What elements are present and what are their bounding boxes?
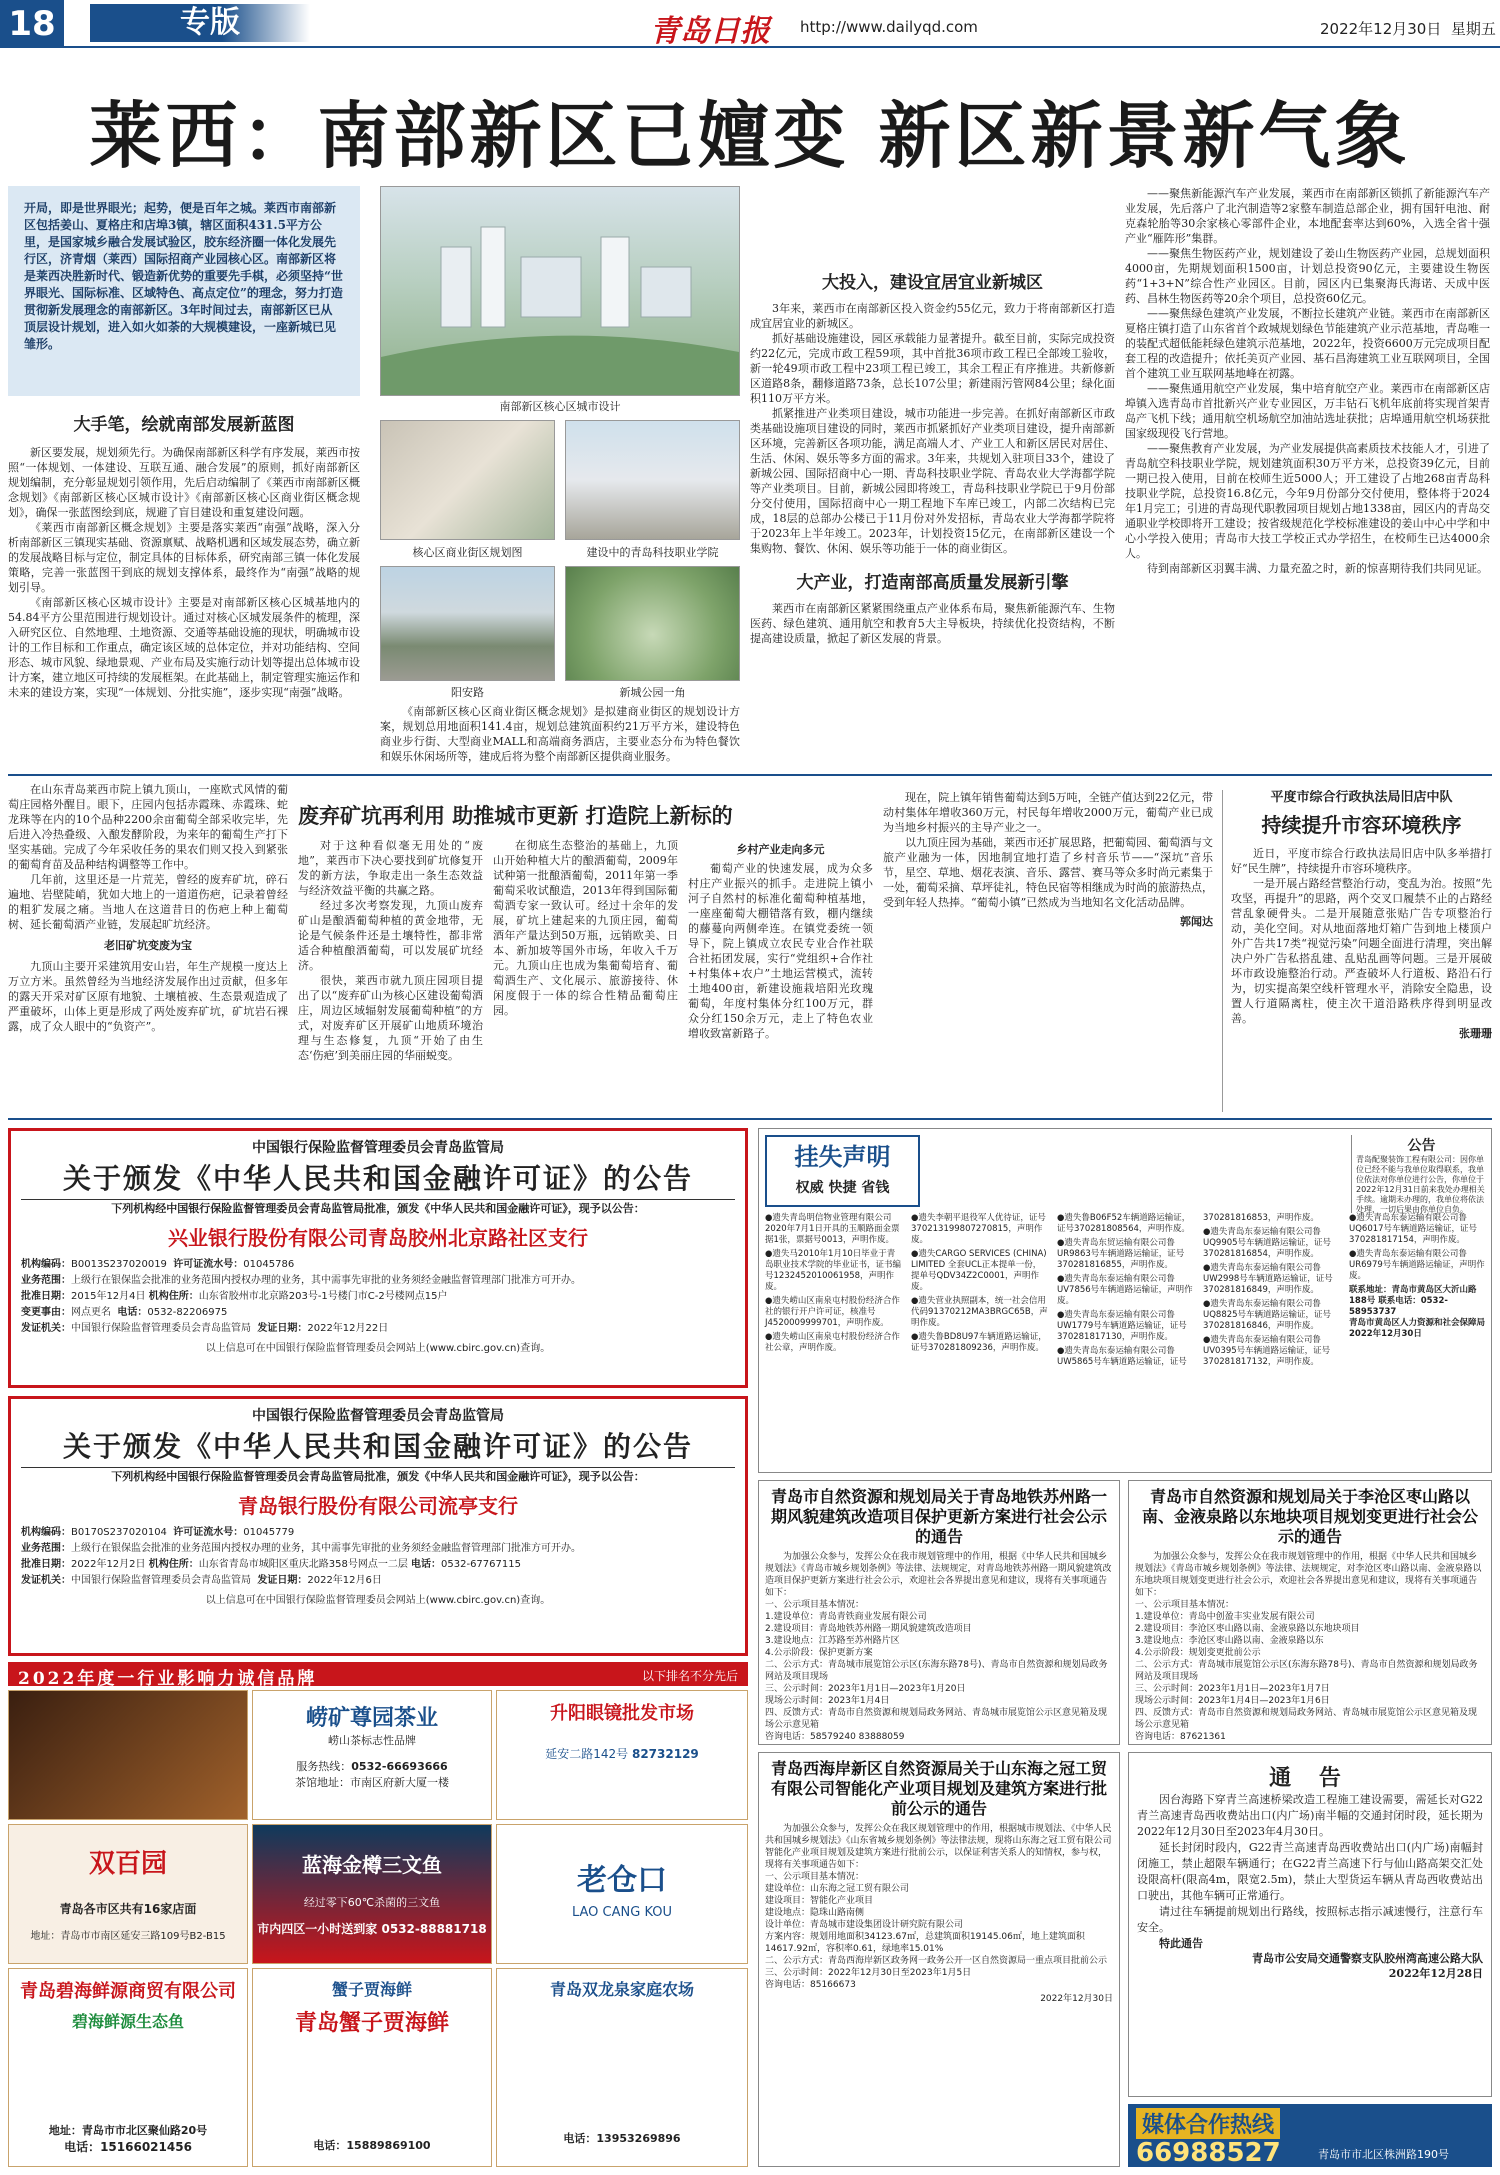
brand-card — [496, 1690, 748, 1820]
section1-paragraph: 新区要发展，规划须先行。为确保南部新区科学有序发展，莱西市按照“一体规划、一体建设、互联互通、融合发展”的原则，抓好南部新区规划编制，充分彰显规划引领作用，先后启动编制了《莱西市南部新区概念规划》《南部新区核心区城市设计》《南部新区核心区商业街区概念规划》，确保一张蓝图绘到底，规避了盲目建设和重复建设问题。 — [8, 446, 360, 519]
label: 电话： — [411, 1559, 442, 1570]
notice-item: 二、公示方式：青岛城市展览馆公示区(东海东路78号)、青岛市自然资源和规划局政务网站及项目现场 — [765, 1660, 1108, 1682]
divider — [8, 1118, 1492, 1120]
label: 茶馆地址： — [295, 1776, 350, 1789]
page-number: 18 — [0, 0, 64, 48]
label: 许可证流水号： — [173, 1259, 244, 1270]
road-notice-note: 特此通告 — [1159, 1937, 1203, 1950]
lost-item: ●遗失青岛东泰运输有限公司鲁UV7856号车辆道路运输证，声明作废。 — [1057, 1274, 1193, 1306]
mining-col3 — [493, 838, 678, 1112]
license-row — [21, 1541, 735, 1557]
photo-park — [565, 566, 740, 681]
section1-heading: 大手笔，绘就南部发展新蓝图 — [73, 415, 295, 435]
pingdu-paragraph: 近日，平度市综合行政执法局旧店中队多举措打好“民生牌”，持续提升市容环境秩序。 — [1231, 847, 1492, 875]
brand-card — [8, 1968, 248, 2167]
pingdu-author: 张珊珊 — [1459, 1027, 1492, 1040]
label: 地址： — [30, 1931, 61, 1942]
notice-item: 二、公示方式：青岛西海岸新区政务网一政务公开一区自然资源局一重点项目批前公示 — [765, 1956, 1108, 1966]
brand-banner-title: 2022年度一行业影响力诚信品牌 — [18, 1669, 318, 1689]
lost-item: ●遗失青岛东泰运输有限公司鲁UW5865号车辆道路运输证，证号370281816853，声明作废。 — [1057, 1213, 1319, 1367]
value: 网点更名 — [71, 1307, 111, 1318]
label: 批准日期： — [21, 1291, 71, 1302]
value: B0013S237020019 — [71, 1259, 167, 1270]
brand-name: 蓝海金樽三文鱼 — [302, 1853, 442, 1877]
label: 服务热线： — [296, 1760, 352, 1773]
notice-item: 三、公示时间：2023年1月1日—2023年1月7日 — [1135, 1684, 1330, 1694]
brand-name: 升阳眼镜批发市场 — [550, 1703, 694, 1724]
brand-phone[interactable]: 0532-66693666 — [351, 1760, 448, 1773]
photo-caption: 新城公园一角 — [619, 686, 686, 699]
license-row — [21, 1557, 735, 1573]
notice-item: 2.建设项目：李沧区枣山路以南、金液泉路以东地块项目 — [1135, 1624, 1360, 1634]
brand-phone[interactable]: 0532-88881718 — [381, 1922, 487, 1936]
license-row — [21, 1525, 735, 1541]
label: 机构住所： — [148, 1559, 199, 1570]
notice-item: 现场公示时间：2023年1月4日 — [765, 1696, 890, 1706]
lost-notice-contact: 联系地址：青岛市黄岛区大沂山路188号 联系电话：0532-58953737 — [1349, 1285, 1477, 1317]
notice-body: 为加强公众参与，发挥公众在我市规划管理中的作用，根据《中华人民共和国城乡规划法》《青岛市城乡规划条例》等法律、法规规定，对青岛地铁苏州路一期风貌建筑改造项目保护更新方案进行社会公示，欢迎社会各界提出意见和建议，现将有关事项通告如下： — [765, 1552, 1112, 1598]
notice-2 — [1128, 1480, 1492, 1745]
photo-yangan-road — [380, 566, 555, 681]
brand-card — [252, 1824, 492, 1964]
license-row — [21, 1573, 735, 1589]
mining-col1 — [8, 782, 288, 1112]
value: 山东省胶州市北京路203号-1号楼门市C-2号楼网点15户 — [198, 1291, 448, 1302]
license-row — [21, 1321, 735, 1337]
label: 变更事由： — [21, 1307, 71, 1318]
lost-header — [765, 1135, 920, 1207]
notice-item: 咨询电话：58579240 83888059 — [765, 1732, 905, 1742]
brand-phone-line — [253, 1920, 491, 1937]
notice-item: 二、公示方式：青岛城市展览馆公示区(东海东路78号)、青岛市自然资源和规划局政务网站及项目现场 — [1135, 1660, 1478, 1682]
notice-item: 2.建设项目：青岛地铁苏州路一期风貌建筑改造项目 — [765, 1624, 972, 1634]
brand-card — [496, 1968, 748, 2167]
value: 山东省青岛市城阳区重庆北路358号网点一二层 — [198, 1559, 408, 1570]
notice-title: 青岛西海岸新区自然资源局关于山东海之冠工贸有限公司智能化产业项目规划及建筑方案进行批前公示的通告 — [770, 1759, 1107, 1818]
notice-item: 3.建设地点：江苏路至苏州路片区 — [765, 1636, 900, 1646]
lost-item: ●遗失营业执照副本，统一社会信用代码91370212MA3BRGC65B，声明作废。 — [911, 1296, 1048, 1328]
road-notice-text: 因台海路下穿青兰高速桥梁改造工程施工建设需要，需延长对G22青兰高速青岛西收费站出口(内广场)南半幅的交通封闭时段，延长期为2022年12月30日至2023年4月30日。 — [1137, 1793, 1483, 1838]
photo-city-design — [380, 186, 740, 396]
lost-item: ●遗失青岛东泰运输有限公司鲁UQ9905号车辆道路运输证，证号370281816854，声明作废。 — [1203, 1227, 1332, 1259]
notice-item: 方案内容：规划用地面积34123.67㎡，总建筑面积19145.06㎡，地上建筑面积14617.92㎡，容积率0.61，绿地率15.01% — [765, 1932, 1085, 1954]
lost-item: ●遗失青岛明信物业管理有限公司2020年7月1日开具的玉顺路面金票据1张，票据号0013，声明作废。 — [765, 1213, 900, 1245]
lost-notices — [758, 1128, 1492, 1473]
notice-item: 4.公示阶段：保护更新方案 — [765, 1648, 873, 1658]
lost-item: ●遗失鲁B06F52车辆道路运输证，证号370281808564，声明作废。 — [1057, 1213, 1191, 1234]
label: 批准日期： — [21, 1559, 71, 1570]
issue-date — [1320, 18, 1496, 39]
mining-paragraph: 对于这种看似毫无用处的“废地”，莱西市下决心要找到矿坑修复开发的新方法，争取走出一条生态效益与经济效益平衡的共赢之路。 — [298, 839, 483, 897]
notice-item: 建设地点：隐珠山路南侧 — [765, 1908, 865, 1918]
lost-item: ●遗失崂山区南泉屯村股份经济合作社的银行开户许可证，核准号J4520009999701，声明作废。 — [765, 1296, 900, 1328]
road-notice-date: 2022年12月28日 — [1388, 1967, 1483, 1980]
brand-name: 双百园 — [88, 1849, 167, 1879]
brand-phone[interactable]: 82732129 — [631, 1747, 699, 1761]
bank-name: 青岛银行股份有限公司流亭支行 — [238, 1494, 518, 1518]
brand-address: 青岛市市北区聚仙路20号 — [81, 2124, 208, 2137]
label: 机构住所： — [148, 1291, 199, 1302]
label: 电话： — [64, 2140, 101, 2154]
brand-phone[interactable]: 15889869100 — [346, 2139, 431, 2152]
mining-paragraph: 现在，院上镇年销售葡萄达到5万吨，全链产值达到22亿元，带动村集体年增收360万元，村民每年增收2000万元，葡萄产业已成为当地乡村振兴的主导产业之一。 — [883, 791, 1213, 834]
mining-paragraph: 以九顶庄园为基础，莱西市还扩展思路，把葡萄园、葡萄酒与文旅产业融为一体，因地制宜地打造了乡村音乐节——“深坑”音乐节，星空、草地、烟花表演、音乐、露营、赛马等众多时尚元素集于一处，葡萄采摘、草坪徒礼，特色民宿等相继成为时尚的旅游热点，受到年轻人热捧。“葡萄小镇”已然成为当地知名文化活动品牌。 — [883, 836, 1213, 909]
pingdu-title2: 持续提升市容环境秩序 — [1261, 813, 1462, 837]
notice-item: 一、公示项目基本情况： — [765, 1600, 865, 1610]
brand-phone[interactable]: 13953269896 — [596, 2132, 681, 2145]
notice-item: 三、公示时间：2023年1月1日—2023年1月20日 — [765, 1684, 966, 1694]
lost-title: 挂失声明 — [794, 1142, 891, 1171]
notice-item: 1.建设单位：青岛中创盈丰实业发展有限公司 — [1135, 1612, 1315, 1622]
brand-ad-food-image — [8, 1690, 248, 1820]
mining-paragraph: 在山东青岛莱西市院上镇九顶山，一座欧式风情的葡萄庄园格外醒目。眼下，庄园内包括赤霞珠、赤霞珠、蛇龙珠等在内的10个品种2200余亩葡萄全部采收完毕，先后进入冷热叠级、入酿发酵阶段，为来年的葡萄生产打下坚实基础。完成了今年采收任务的果农们则又投入到紧张的葡萄育苗及品种结构调整等工作中。 — [8, 783, 288, 871]
brand-name: 老仓口 — [577, 1863, 667, 1898]
label: 发证日期： — [257, 1323, 308, 1334]
license-footer: 以上信息可在中国银行保险监督管理委员会网站上(www.cbirc.gov.cn)查询。 — [205, 1343, 551, 1354]
lost-notice-signer: 青岛市黄岛区人力资源和社会保障局 — [1349, 1318, 1486, 1328]
value: 01045786 — [243, 1259, 295, 1270]
section3-paragraph: 待到南部新区羽翼丰满、力量充盈之时，新的惊喜期待我们共同见证。 — [1147, 562, 1488, 575]
section1 — [8, 410, 360, 700]
brand-phone-line — [9, 2138, 247, 2155]
notice-item: 四、反馈方式：青岛市自然资源和规划局政务网站、青岛城市展览馆公示区意见箱及现场公示意见箱 — [1135, 1708, 1478, 1730]
notice-item: 三、公示时间：2022年12月30日至2023年1月5日 — [765, 1968, 972, 1978]
mining-col4 — [688, 838, 873, 1112]
bank-name: 兴业银行股份有限公司青岛胶州北京路社区支行 — [168, 1226, 588, 1250]
mining-author: 郭闻达 — [1180, 915, 1213, 928]
notice-item: 1.建设单位：青岛青铁商业发展有限公司 — [765, 1612, 927, 1622]
date-text: 2022年12月30日 — [1320, 20, 1442, 38]
label: 机构编码： — [21, 1259, 71, 1270]
label: 业务范围： — [21, 1543, 71, 1554]
brand-address-line — [497, 1745, 747, 1762]
lost-notice — [1351, 1135, 1487, 1213]
notice-item: 咨询电话：87621361 — [1135, 1732, 1226, 1742]
brand-card — [252, 1690, 492, 1820]
notice-items — [1135, 1599, 1485, 1743]
mining-paragraph: 几年前，这里还是一片荒芜，曾经的废弃矿坑，碎石遍地、岩壁陡峭，犹如大地上的一道道伤疤，记录着曾经的粗犷发展之痛。当地人在这道昔日的伤疤上种上葡萄树、延长葡萄酒产业链，发展起旷坑经济。 — [8, 873, 288, 931]
label: 许可证流水号： — [173, 1527, 244, 1538]
license-row — [21, 1305, 735, 1321]
mining-paragraph: 经过多次考察发现，九顶山废弃矿山是酿酒葡萄种植的黄金地带，无论是气候条件还是土壤特性，都非常适合种植酿酒葡萄，可以发展矿坑经济。 — [298, 899, 483, 972]
road-notice-title: 通 告 — [1269, 1765, 1351, 1791]
brand-sub: 碧海鲜源生态鱼 — [71, 2012, 184, 2031]
brand-name: 崂矿尊园茶业 — [305, 1705, 438, 1731]
mining-col2 — [298, 838, 483, 1112]
mining-subheading: 乡村产业走向多元 — [736, 843, 825, 856]
road-notice-text: 延长封闭时段内，G22青兰高速青岛西收费站出口(内广场)南幅封闭施工，禁止超限车辆通行；在G22青兰高速下行与仙山路高架交汇处设限高杆(限高4m，限宽2.5m)，禁止大型货运车辆从青岛西收费站出口驶出，其他车辆可正常通行。 — [1137, 1841, 1483, 1902]
road-notice — [1128, 1752, 1492, 2097]
brand-address-line — [9, 1927, 247, 1942]
photo-caption: 核心区商业街区规划图 — [412, 546, 523, 559]
notice-items — [765, 1871, 1113, 1991]
divider — [8, 774, 1492, 776]
label: 业务范围： — [21, 1275, 71, 1286]
brand-sub: 崂山茶标志性品牌 — [328, 1734, 416, 1747]
brand-address-line — [253, 1774, 491, 1790]
section1-paragraph: 《南部新区核心区城市设计》主要是对南部新区核心区城基地内的54.84平方公里范围进行规划设计。通过对核心区城发展条件的梳理，深入研究区位、自然地理、土地资源、交通等基础设施的现状，明确城市设计的工作目标和工作重点，确定该区域的总体定位，并对功能结构、空间形态、城市风貌、绿地景观、产业布局及实施行动计划等提出总体城市设计方案，建立地区可持续的发展框架。在此基础上，制定管理实施运作和未来的建设方案，实现“一体规划、分批实施”，逐步实现“南强”战略。 — [8, 596, 360, 699]
license-row — [21, 1273, 735, 1289]
lost-item: ●遗失鲁BD8U97车辆道路运输证，证号370281809236，声明作废。 — [911, 1332, 1047, 1353]
notice-item: 现场公示时间：2023年1月4日—2023年1月6日 — [1135, 1696, 1330, 1706]
label: 电话： — [563, 2132, 597, 2145]
brand-sub: 蟹子贾海鲜 — [331, 1980, 412, 1999]
road-notice-signer: 青岛市公安局交通警察支队胶州湾高速公路大队 — [1252, 1952, 1483, 1965]
pingdu-paragraph: 一是开展占路经营整治行动，变乱为治。按照“先攻坚，再提升”的思路，两个交叉口履禁不止的占路经营乱象硬骨头。二是开展随意张贴广告专项整治行动，美化空间。对从地面落地灯箱广告到地上楼顶户外广告共17类“视觉污染”问题全面进行清理，突出解决户外广告私搭乱建、乱贴乱画等问题。三是开展破坏市政设施整治行动。严查破坏人行道板、路沿石行为，切实提高架空线杆管理水平，消除安全隐患，设置人行道隔离柱，使主次干道沿路秩序得到明显改善。 — [1231, 877, 1492, 1025]
lost-slogan: 权威 快捷 省钱 — [795, 1180, 890, 1196]
mining-paragraph: 很快，莱西市就九顶庄园项目提出了以“废弃矿山为核心区建设葡萄酒庄，周边区域辐射发展葡萄种植”的方式，对废弃矿区开展矿山地质环境治理与生态修复，九顶“开始了由生态‘伤疤’到美丽庄园的华丽蜕变。 — [298, 974, 483, 1062]
notice-item: 一、公示项目基本情况： — [1135, 1600, 1235, 1610]
weekday-text: 星期五 — [1450, 20, 1496, 38]
notice-item: 四、反馈方式：青岛市自然资源和规划局政务网站、青岛城市展览馆公示区意见箱及现场公示意见箱 — [765, 1708, 1108, 1730]
mining-paragraph: 葡萄产业的快速发展，成为众多村庄产业振兴的抓手。走进院上镇小河子自然村的标准化葡萄种植基地，一座座葡萄大棚错落有致，棚内继续的藤蔓向两侧牵连。在镇党委统一领导下，院上镇成立农民专业合作社联合社拓团发展，实行“党组织+合作社+村集体+农户”土地运营模式，流转土地400亩，新建设施栽培阳光玫瑰葡萄，年度村集体分红100万元，群众分红150余万元，走上了特色农业增收致富新路子。 — [688, 862, 873, 1040]
value: 2015年12月4日 — [71, 1291, 146, 1302]
photo-caption: 阳安路 — [451, 686, 484, 699]
value: 中国银行保险监督管理委员会青岛监管局 — [71, 1575, 251, 1586]
brand-name: 青岛碧海鲜源商贸有限公司 — [20, 1981, 236, 2002]
brand-banner — [8, 1662, 748, 1689]
photo-commercial-plan — [380, 420, 555, 540]
brand-phone[interactable]: 15166021456 — [100, 2140, 192, 2154]
lost-item: ●遗失CARGO SERVICES (CHINA) LIMITED 全套UCL正本提单一份，提单号QDV34Z2C0001，声明作废。 — [911, 1249, 1047, 1292]
photo-caption: 南部新区核心区城市设计 — [499, 400, 621, 413]
notice-1 — [758, 1480, 1120, 1745]
license-subtitle: 下列机构经中国银行保险监督管理委员会青岛监管局批准，颁发《中华人民共和国金融许可证》，现予以公告： — [21, 1199, 735, 1216]
lost-item: ●遗失青岛东泰运输有限公司鲁UW1779号车辆道路运输证，证号370281817130，声明作废。 — [1057, 1310, 1187, 1342]
lost-item: ●遗失青岛东泰运输有限公司鲁UQ8825号车辆道路运输证，证号370281816846，声明作废。 — [1203, 1299, 1332, 1331]
section-label: 专版 — [90, 4, 310, 42]
notice-body: 为加强公众参与，发挥公众在我区规划管理中的作用，根据城市规划法、《中华人民共和国城乡规划法》《山东省城乡规划条例》等法律法规，现将山东海之冠工贸有限公司智能化产业项目规划及建筑方案进行批前公示，以保证利害关系人的知情权，参与权，现将有关事项通告如下： — [765, 1824, 1112, 1870]
section2-paragraph: 3年来，莱西市在南部新区投入资金约55亿元，致力于将南部新区打造成宜居宜业的新城区。 — [750, 302, 1115, 330]
brand-phone-line — [253, 2137, 491, 2153]
brand-phone-line — [253, 1758, 491, 1774]
notice-3 — [758, 1752, 1120, 2167]
mining-subheading: 老旧矿坑变废为宝 — [104, 939, 192, 952]
notice-title: 公告 — [1407, 1138, 1436, 1154]
section2-paragraph: 抓紧推进产业类项目建设，城市功能进一步完善。在抓好南部新区市政类基础设施项目建设的同时，莱西市抓紧抓好产业类项目建设，提升南部新区环境，完善新区各项功能，满足高端人才、产业工人和新区居民对居住、生活、休闲、娱乐等多方面的需求。3年来，共规划入驻项目33个，建设了新城公园、国际招商中心一期、青岛科技职业学院、青岛农业大学海都学院等产业类项目。目前，新城公园即将竣工，青岛科技职业学院已于9月份部分交付使用，国际招商中心一期工程地下车库已竣工，内部二次结构已完成，18层的总部办公楼已于11月份对外发招标，青岛农业大学海都学院将于2023年上半年竣工。2023年，计划投资15亿元，在南部新区建设一个集购物、餐饮、休闲、娱乐等功能于一体的商业街区。 — [750, 407, 1115, 555]
main-headline: 莱西：南部新区已嬗变 新区新景新气象 — [89, 93, 1411, 178]
value: 01045779 — [243, 1527, 295, 1538]
lost-item: ●遗失马2010年1月10日毕业于青岛职业技术学院的毕业证书，证书编号1232452010061958，声明作废。 — [765, 1249, 902, 1292]
notice-date: 2022年12月30日 — [1040, 1994, 1113, 2004]
brand-card — [8, 1824, 248, 1964]
label: 机构编码： — [21, 1527, 71, 1538]
road-notice-text: 请过往车辆提前规划出行路线，按照标志指示减速慢行，注意行车安全。 — [1137, 1905, 1483, 1934]
pingdu-title1: 平度市综合行政执法局旧店中队 — [1270, 790, 1453, 805]
brand-phone-line — [497, 2130, 747, 2146]
lost-item: ●遗失青岛东贸运输有限公司鲁UR9863号车辆道路运输证，证号370281816855，声明作废。 — [1057, 1238, 1185, 1270]
media-phone[interactable]: 66988527 — [1136, 2138, 1281, 2168]
media-banner — [1128, 2104, 1492, 2167]
brand-address: 青岛市市南区延安三路109号B2-B15 — [60, 1931, 226, 1942]
license-header: 中国银行保险监督管理委员会青岛监管局 — [252, 1408, 504, 1424]
section3-paragraph: ——聚焦教育产业发展，为产业发展提供高素质技术技能人才，引进了青岛航空科技职业学院，规划建筑面积30万平方米，总投资39亿元，目前一期已投入使用，目前在校师生近5000人；开工建设了占地268亩青岛科技职业学院，总投资16.8亿元，今年9月份部分交付使用，整体将于2024年1月完工；引进的青岛现代职教园项目规划占地1338亩，园区内的青岛交通职业学校即将开工建设；按省级规范化学校标准建设的姜山中心中学和中心小学投入使用；青岛市大技工学校正式办学招生，在校师生已达4000余人。 — [1125, 442, 1490, 560]
license-title: 关于颁发《中华人民共和国金融许可证》的公告 — [62, 1162, 693, 1195]
section3-paragraph: 莱西市在南部新区紧紧围绕重点产业体系布局，聚焦新能源汽车、生物医药、绿色建筑、通用航空和教育5大主导板块，持续优化投资结构，不断提高建设质量，掀起了新区发展的背景。 — [750, 602, 1115, 645]
label: 发证日期： — [257, 1575, 308, 1586]
mining-paragraph: 九顶山主要开采建筑用安山岩，年生产规模一度达上万立方米。虽然曾经为当地经济发展作出过贡献，但多年的露天开采对矿区原有地貌、土壤植被、生态景观造成了严重破坏，山体上更是形成了两处废弃矿坑，矿坑岩石裸露，成了众人眼中的“负资产”。 — [8, 960, 288, 1033]
section2-paragraph: 抓好基础设施建设，园区承载能力显著提升。截至目前，实际完成投资约22亿元，完成市政工程59项，其中首批36项市政工程已全部竣工验收，新一轮49项市政工程中23项工程已竣工，其余工程正有序推进。共新修新区道路8条，翻修道路73条，总长107公里；新建雨污管网84公里；绿化面积110万平方米。 — [750, 332, 1115, 405]
media-address: 青岛市市北区株洲路190号 — [1318, 2148, 1449, 2161]
notice-title: 青岛市自然资源和规划局关于李沧区枣山路以南、金液泉路以东地块项目规划变更进行社会公示的通告 — [1141, 1487, 1478, 1546]
notice-text: 青岛配聚装饰工程有限公司：因你单位已经不能与我单位取得联系，我单位依法对你单位进行公告，你单位于2022年12月31日前来我处办理相关手续。逾期未办理的，我单位将依法处理，一切后果由你单位自负。 — [1356, 1155, 1485, 1214]
notice-item: 建设单位：山东海之冠工贸有限公司 — [765, 1884, 910, 1894]
section3-paragraph: ——聚焦新能源汽车产业发展，莱西市在南部新区锁抓了新能源汽车产业发展，先后落户了北汽制造等2家整车制造总部企业，拥有国轩电池、耐克森轮胎等30余家核心零部件企业，本地配套率达到60%，入选全省十强产业“雁阵形”集群。 — [1125, 187, 1490, 245]
label: 市内四区一小时送到家 — [257, 1922, 378, 1936]
value: 上级行在银保监会批准的业务范围内授权办理的业务，其中需事先审批的业务须经金融监督管理部门批准方可开办。 — [71, 1543, 581, 1554]
section3-paragraph: ——聚焦生物医药产业，规划建设了姜山生物医药产业园，总规划面积4000亩，先期规划面积1500亩，计划总投资90亿元，主要建设生物医药“1+3+N”综合性产业园区。目前，园区内已集聚海氏海诺、天成中医药、昌林生物医药等20余个项目，总投资60亿元。 — [1125, 247, 1490, 305]
brand-sub: 青岛各市区共有16家店面 — [59, 1902, 197, 1916]
brand-name: 青岛双龙泉家庭农场 — [549, 1980, 694, 1999]
lost-notice-date: 2022年12月30日 — [1349, 1329, 1422, 1339]
brand-sub: 经过零下60℃杀菌的三文鱼 — [303, 1896, 441, 1909]
brand-address-line — [9, 2122, 247, 2138]
lost-item: ●遗失李朝平退役军人优待证，证号370213199807270815，声明作废。 — [911, 1213, 1046, 1245]
value: 2022年12月6日 — [307, 1575, 382, 1586]
value: 上级行在银保监会批准的业务范围内授权办理的业务，其中需事先审批的业务须经金融监督管理部门批准方可开办。 — [71, 1275, 581, 1286]
license-row — [21, 1257, 735, 1273]
section3-paragraph: ——聚焦通用航空产业发展，集中培育航空产业。莱西市在南部新区店埠镇入选青岛市首批新兴产业专业园区，万丰钻石飞机年底前将实现首架青岛产飞机下线；通用航空机场航空加油站选址获批；店埠通用航空机场获批国家级现役飞行营地。 — [1125, 382, 1490, 440]
media-title: 媒体合作热线 — [1136, 2108, 1280, 2139]
label: 发证机关： — [21, 1575, 71, 1586]
notice-item: 4.公示阶段：规划变更批前公示 — [1135, 1648, 1261, 1658]
mining-title: 废弃矿坑再利用 助推城市更新 打造院上新标的 — [298, 803, 733, 828]
license-subtitle: 下列机构经中国银行保险监督管理委员会青岛监管局批准，颁发《中华人民共和国金融许可证》，现予以公告： — [21, 1467, 735, 1484]
section1-paragraph: 《南部新区核心区商业街区概念规划》是拟建商业街区的规划设计方案，规划总用地面积141.4亩，规划总建筑面积约21万平方米，建设特色商业步行街、大型商业MALL和高端商务酒店，主要业态分布为特色餐饮和娱乐休闲场所等，建成后将为整个南部新区提供商业服务。 — [380, 705, 740, 763]
license-footer: 以上信息可在中国银行保险监督管理委员会网站上(www.cbirc.gov.cn)查询。 — [205, 1595, 551, 1606]
brand-address: 延安二路142号 — [545, 1747, 629, 1761]
license-notice-1 — [8, 1128, 748, 1388]
value: 中国银行保险监督管理委员会青岛监管局 — [71, 1323, 251, 1334]
newspaper-logo: 青岛日报 — [650, 14, 770, 49]
lost-item: ●遗失崂山区南泉屯村股份经济合作社公章，声明作废。 — [765, 1332, 900, 1353]
brand-banner-note: 以下排名不分先后 — [641, 1669, 738, 1683]
section3-paragraph: ——聚焦绿色建筑产业发展，不断拉长建筑产业链。莱西市在南部新区夏格庄镇打造了山东省首个政城规划绿色节能建筑产业示范基地，青岛唯一的装配式超低能耗绿色建筑示范基地，2022年，投资6600万元完成项目配套工程的改造提升；依托美页产业园、基石昌海建筑工业互联网项目，全国首个建筑工业互联网基地峰在初露。 — [1125, 307, 1490, 380]
photo-caption: 建设中的青岛科技职业学院 — [586, 546, 719, 559]
value: 2022年12月22日 — [307, 1323, 389, 1334]
notice-body: 为加强公众参与，发挥公众在我市规划管理中的作用，根据《中华人民共和国城乡规划法》《青岛市城乡规划条例》等法律、法规规定，对李沧区枣山路以南、金液泉路以东地块项目规划变更进行社会公示，欢迎社会各界提出意见和建议，现将有关事项通告如下： — [1135, 1552, 1482, 1598]
notice-items — [765, 1599, 1113, 1743]
label: 电话： — [117, 1307, 148, 1318]
lost-item: ●遗失青岛东泰运输有限公司鲁UW2998号车辆道路运输证，证号370281816849，声明作废。 — [1203, 1263, 1333, 1295]
lost-item: ●遗失青岛东泰运输有限公司鲁UQ6017号车辆道路运输证，证号370281817154，声明作废。 — [1349, 1213, 1478, 1245]
pingdu-article — [1222, 790, 1492, 1112]
brand-card — [252, 1968, 492, 2167]
lost-item: ●遗失青岛东泰运输有限公司鲁UV0395号车辆道路运输证，证号370281817132，声明作废。 — [1203, 1335, 1331, 1367]
notice-title: 青岛市自然资源和规划局关于青岛地铁苏州路一期风貌建筑改造项目保护更新方案进行社会公示的通告 — [770, 1487, 1107, 1546]
lost-list — [765, 1213, 1487, 1468]
license-header: 中国银行保险监督管理委员会青岛监管局 — [252, 1140, 504, 1156]
license-title: 关于颁发《中华人民共和国金融许可证》的公告 — [62, 1430, 693, 1463]
section3-continued — [1125, 186, 1490, 576]
notice-item: 咨询电话：85166673 — [765, 1980, 856, 1990]
brand-sub: LAO CANG KOU — [571, 1905, 673, 1920]
photo-college — [565, 420, 740, 540]
value: 0532-82206975 — [147, 1307, 228, 1318]
mining-col5 — [883, 790, 1213, 1112]
notice-item: 3.建设地点：李沧区枣山路以南、金液泉路以东 — [1135, 1636, 1324, 1646]
notice-item: 一、公示项目基本情况： — [765, 1872, 865, 1882]
value: 0532-67767115 — [441, 1559, 521, 1570]
label: 电话： — [313, 2139, 347, 2152]
section2-heading: 大投入，建设宜居宜业新城区 — [822, 273, 1043, 293]
city-illustration — [381, 187, 739, 395]
section1-paragraph: 《莱西市南部新区概念规划》主要是落实莱西“南强”战略，深入分析南部新区三镇现实基础、资源禀赋、战略机遇和区域发展态势，确立新的发展战略目标与定位，制定具体的目标体系，研究南部三镇一体化发展策略，完善一张蓝图干到底的规划支撑体系，最终作为“南强”战略的规划引导。 — [8, 521, 360, 594]
brand-address: 市南区府新大厦一楼 — [350, 1776, 449, 1789]
label: 地址： — [48, 2124, 82, 2137]
notice-item: 建设项目：智能化产业项目 — [765, 1896, 874, 1906]
brand-card — [496, 1824, 748, 1964]
label: 发证机关： — [21, 1323, 71, 1334]
value: B0170S237020104 — [71, 1527, 167, 1538]
notice-item: 设计单位：青岛城市建设集团设计研究院有限公司 — [765, 1920, 964, 1930]
value: 2022年12月2日 — [71, 1559, 146, 1570]
lost-item: ●遗失青岛东泰运输有限公司鲁UR6979号车辆道路运输证，声明作废。 — [1349, 1249, 1485, 1281]
section3-heading: 大产业，打造南部高质量发展新引擎 — [796, 573, 1069, 593]
lead-box: 开局，即是世界眼光；起势，便是百年之城。莱西市南部新区包括姜山、夏格庄和店埠3镇，辖区面积431.5平方公里，是国家城乡融合发展试验区，胶东经济圈一体化发展先行区，济青烟（莱西）国际招商产业园核心区。南部新区将是莱西决胜新时代、锻造新优势的重要先手棋，必须坚持“世界眼光、国际标准、区域特色、高点定位”的理念，努力打造贯彻新发展理念的南部新区。3年时间过去，南部新区已从顶层设计规划，进入如火如荼的大规模建设，一座新城已见雏形。 — [8, 186, 360, 396]
brand-name: 青岛蟹子贾海鲜 — [294, 2010, 449, 2036]
site-url[interactable]: http://www.dailyqd.com — [800, 18, 978, 36]
mining-paragraph: 在彻底生态整治的基础上，九顶山开始种植大片的酿酒葡萄，2009年试种第一批酿酒葡萄，2011年第一季葡萄采收试酿造，2013年得到国际葡萄酒专家一致认可。经过十余年的发展，矿坑上建起来的九顶庄园，葡萄酒年产量达到50万瓶，远销欧美、日本、新加坡等国外市场，年收入千万元。九顶山庄也成为集葡萄培育、葡萄酒生产、文化展示、旅游接待、休闲度假于一体的综合性精品葡萄庄园。 — [493, 839, 678, 1017]
license-notice-2 — [8, 1396, 748, 1656]
section1-continued — [380, 704, 740, 764]
license-row — [21, 1289, 735, 1305]
section2 — [750, 186, 1115, 646]
